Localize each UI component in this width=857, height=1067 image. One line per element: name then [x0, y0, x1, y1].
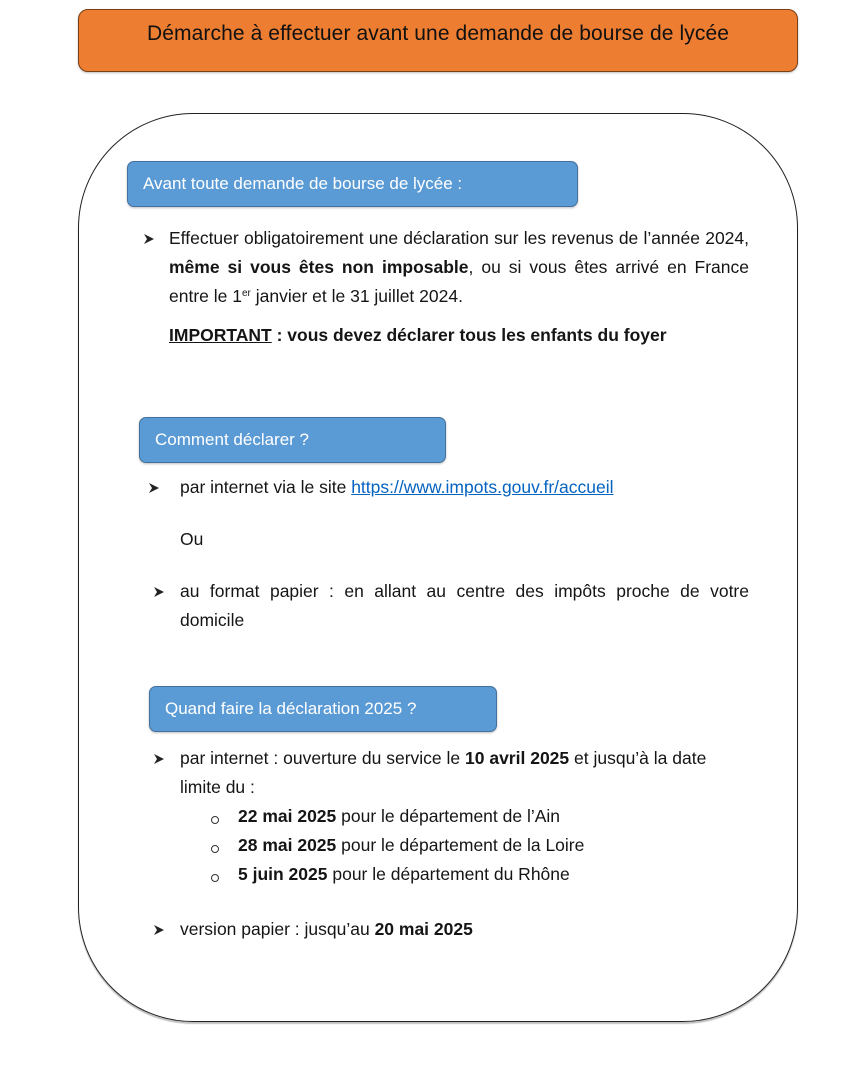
section-header-label: Comment déclarer ? — [155, 430, 310, 449]
important-note: IMPORTANT : vous devez déclarer tous les enfants du foyer — [169, 325, 667, 345]
deadline-loire: 28 mai 2025 pour le département de la Loire — [238, 835, 585, 855]
arrow-bullet-icon — [143, 233, 155, 245]
page-title: Démarche à effectuer avant une demande de bourse de lycée — [146, 22, 730, 45]
bullet-internet: par internet via le site https://www.impots.gouv.fr/accueil — [180, 477, 614, 497]
deadline-rhone: 5 juin 2025 pour le département du Rhône — [238, 864, 570, 884]
non-taxable-emphasis: même si vous êtes non imposable — [169, 257, 469, 277]
bullet-declaration-requirement: Effectuer obligatoirement une déclaration sur les revenus de l’année 2024, même si vous êtes non imposable, ou si vous êtes arrivé en France entre le 1er janvier et le 31 juillet 2024. — [169, 228, 750, 306]
opening-date: 10 avril 2025 — [465, 748, 570, 768]
section-header-when-to-declare — [149, 686, 497, 732]
title-banner — [78, 9, 798, 72]
arrow-bullet-icon — [153, 753, 165, 765]
circle-bullet-icon — [211, 874, 219, 882]
bullet-paper-deadline: version papier : jusqu’au 20 mai 2025 — [180, 919, 473, 939]
arrow-bullet-icon — [153, 924, 165, 936]
bullet-internet-dates: par internet : ouverture du service le 10 avril 2025 et jusqu’à la date limite du : — [180, 748, 707, 797]
or-separator: Ou — [180, 529, 204, 549]
deadline-ain: 22 mai 2025 pour le département de l’Ain — [238, 806, 561, 826]
important-label: IMPORTANT — [169, 325, 272, 345]
section-header-before-request — [127, 161, 578, 207]
arrow-bullet-icon — [148, 482, 160, 494]
section-header-label: Quand faire la déclaration 2025 ? — [165, 699, 417, 718]
bullet-paper: au format papier : en allant au centre des impôts proche de votre domicile — [180, 581, 749, 630]
impots-link[interactable]: https://www.impots.gouv.fr/accueil — [351, 477, 614, 497]
circle-bullet-icon — [211, 845, 219, 853]
section-header-how-to-declare — [139, 417, 446, 463]
section-header-label: Avant toute demande de bourse de lycée : — [143, 174, 463, 193]
circle-bullet-icon — [211, 816, 219, 824]
paper-deadline-date: 20 mai 2025 — [374, 919, 473, 939]
arrow-bullet-icon — [153, 586, 165, 598]
